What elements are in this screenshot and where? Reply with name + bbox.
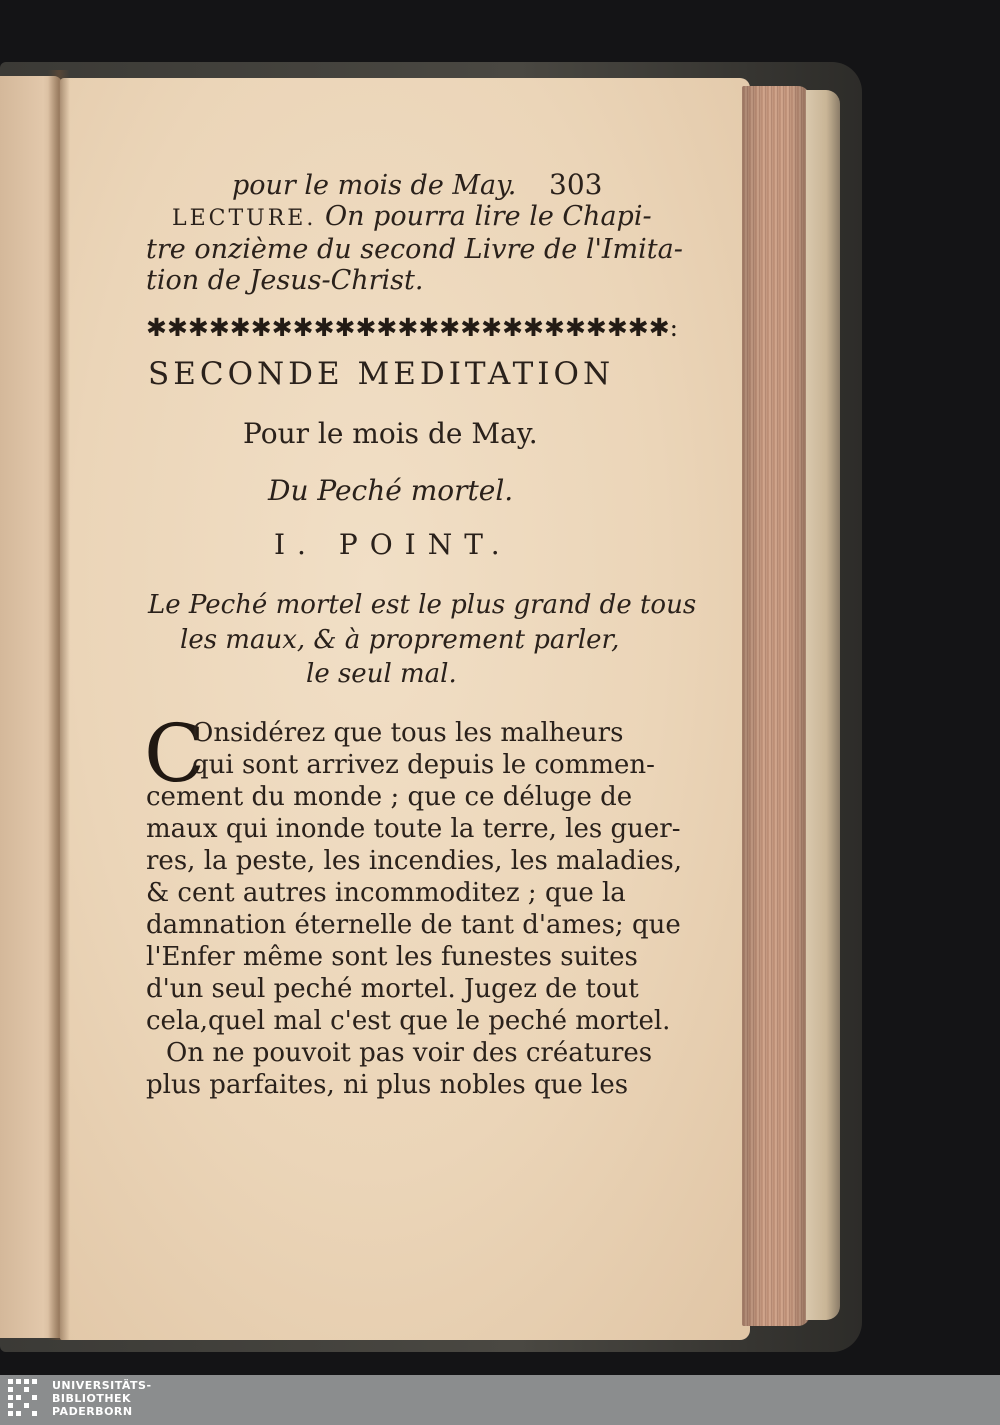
body-line-9: d'un seul peché mortel. Jugez de tout <box>146 974 639 1004</box>
book-gutter <box>48 70 70 1340</box>
lecture-label: LECTURE. <box>172 206 317 231</box>
lecture-text-1: On pourra lire le Chapi- <box>324 201 652 232</box>
fore-edge-shading <box>742 86 810 1326</box>
body-line-7: damnation éternelle de tant d'ames; que <box>146 910 681 940</box>
lecture-line-1 <box>172 201 652 232</box>
drop-capital: C <box>144 707 206 800</box>
lecture-line-3: tion de Jesus-Christ. <box>146 265 424 296</box>
body-line-4: maux qui inonde toute la terre, les guer- <box>146 814 681 844</box>
summary-line-3: le seul mal. <box>306 659 457 689</box>
cover-board-edge <box>806 90 840 1320</box>
footer-line-1: UNIVERSITÄTS- <box>52 1379 152 1392</box>
library-logo-icon <box>8 1379 42 1421</box>
body-line-10: cela,quel mal c'est que le peché mortel. <box>146 1006 671 1036</box>
body-line-5: res, la peste, les incendies, les maladies, <box>146 846 683 876</box>
footer-line-2: BIBLIOTHEK <box>52 1392 132 1405</box>
footer-line-3: PADERBORN <box>52 1405 133 1418</box>
meditation-title: SECONDE MEDITATION <box>148 356 615 392</box>
body-line-6: & cent autres incommoditez ; que la <box>146 878 626 908</box>
body-line-2: qui sont arrivez depuis le commen- <box>192 750 655 780</box>
meditation-subject: Du Peché mortel. <box>268 474 514 507</box>
lecture-line-2: tre onzième du second Livre de l'Imita- <box>146 234 683 265</box>
body-line-3: cement du monde ; que ce déluge de <box>146 782 633 812</box>
body-line-12: plus parfaites, ni plus nobles que les <box>146 1070 629 1100</box>
body-line-8: l'Enfer même sont les funestes suites <box>146 942 638 972</box>
ornament-divider: ✱✱✱✱✱✱✱✱✱✱✱✱✱✱✱✱✱✱✱✱✱✱✱✱✱: <box>146 313 679 342</box>
body-line-11: On ne pouvoit pas voir des créatures <box>166 1038 653 1068</box>
meditation-subtitle: Pour le mois de May. <box>243 417 538 450</box>
body-line-1: Onsidérez que tous les malheurs <box>192 718 624 748</box>
running-head: pour le mois de May. <box>232 170 517 201</box>
page-number: 303 <box>549 168 603 201</box>
summary-line-2: les maux, & à proprement parler, <box>180 625 620 655</box>
point-heading: I. POINT. <box>274 528 512 561</box>
summary-line-1: Le Peché mortel est le plus grand de tous <box>148 590 697 620</box>
